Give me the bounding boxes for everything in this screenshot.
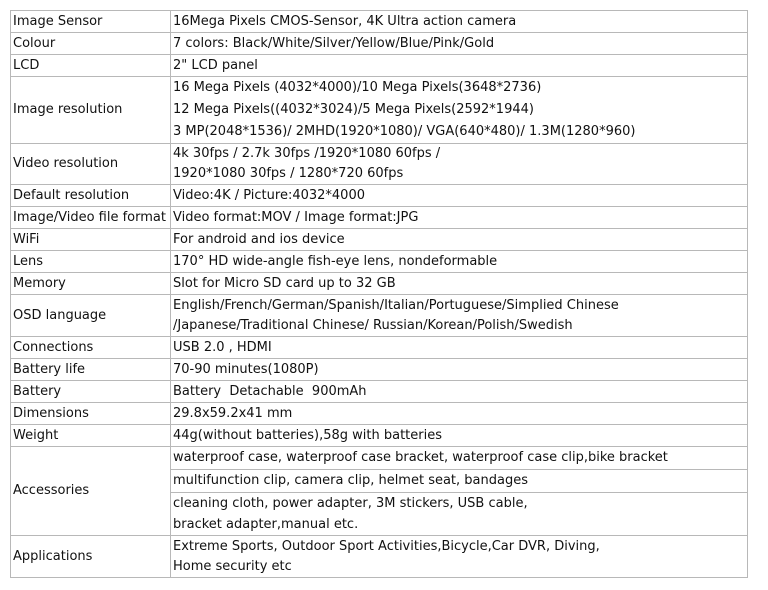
spec-label: Dimensions — [11, 403, 171, 425]
spec-value: USB 2.0 , HDMI — [171, 337, 748, 359]
spec-value: 7 colors: Black/White/Silver/Yellow/Blue/Pink/Gold — [171, 33, 748, 55]
spec-value-line: 12 Mega Pixels((4032*3024)/5 Mega Pixels(2592*1944) — [173, 102, 534, 117]
spec-label: Video resolution — [11, 144, 171, 185]
spec-value-line: bracket adapter,manual etc. — [173, 517, 359, 532]
spec-value: 70-90 minutes(1080P) — [171, 359, 748, 381]
spec-value-line: 3 MP(2048*1536)/ 2MHD(1920*1080)/ VGA(640*480)/ 1.3M(1280*960) — [173, 124, 636, 139]
spec-value: 170° HD wide-angle fish-eye lens, nondeformable — [171, 251, 748, 273]
spec-row-wifi — [11, 229, 748, 251]
spec-row-lens — [11, 251, 748, 273]
spec-value-line: 1920*1080 30fps / 1280*720 60fps — [173, 166, 404, 181]
spec-value-line: English/French/German/Spanish/Italian/Portuguese/Simplied Chinese — [173, 297, 619, 313]
spec-value: Battery Detachable 900mAh — [171, 381, 748, 403]
spec-row-osd-language — [11, 295, 748, 337]
spec-value-line: multifunction clip, camera clip, helmet seat, bandages — [171, 469, 747, 492]
spec-label: Lens — [11, 251, 171, 273]
spec-label: Applications — [11, 536, 171, 578]
spec-label: Colour — [11, 33, 171, 55]
spec-table — [10, 10, 748, 578]
spec-row-weight — [11, 425, 748, 447]
spec-label: Default resolution — [11, 185, 171, 207]
spec-label: Image resolution — [11, 77, 171, 144]
spec-row-video-resolution — [11, 144, 748, 185]
spec-value-line: Home security etc — [173, 558, 292, 574]
spec-row-lcd — [11, 55, 748, 77]
spec-row-battery-life — [11, 359, 748, 381]
spec-row-dimensions — [11, 403, 748, 425]
spec-label: Battery — [11, 381, 171, 403]
spec-value: For android and ios device — [171, 229, 748, 251]
spec-label: Weight — [11, 425, 171, 447]
spec-label: LCD — [11, 55, 171, 77]
spec-row-colour — [11, 33, 748, 55]
spec-label: Accessories — [11, 447, 171, 536]
spec-row-image-resolution — [11, 77, 748, 144]
spec-label: WiFi — [11, 229, 171, 251]
spec-label: Memory — [11, 273, 171, 295]
spec-label: Battery life — [11, 359, 171, 381]
spec-value-line: Extreme Sports, Outdoor Sport Activities,Bicycle,Car DVR, Diving, — [173, 538, 600, 554]
spec-row-applications — [11, 536, 748, 578]
spec-row-file-format — [11, 207, 748, 229]
spec-value: 16Mega Pixels CMOS-Sensor, 4K Ultra action camera — [171, 11, 748, 33]
spec-value — [171, 447, 748, 536]
spec-value: Video:4K / Picture:4032*4000 — [171, 185, 748, 207]
spec-label: OSD language — [11, 295, 171, 337]
spec-value-line: waterproof case, waterproof case bracket, waterproof case clip,bike bracket — [173, 450, 668, 465]
spec-value-line: /Japanese/Traditional Chinese/ Russian/Korean/Polish/Swedish — [173, 317, 573, 333]
spec-row-accessories — [11, 447, 748, 536]
spec-value-line: 16 Mega Pixels (4032*4000)/10 Mega Pixels(3648*2736) — [173, 80, 542, 95]
spec-label: Image Sensor — [11, 11, 171, 33]
spec-label: Image/Video file format — [11, 207, 171, 229]
spec-row-default-resolution — [11, 185, 748, 207]
spec-value — [171, 77, 748, 144]
spec-value: 29.8x59.2x41 mm — [171, 403, 748, 425]
spec-value: 2" LCD panel — [171, 55, 748, 77]
spec-row-memory — [11, 273, 748, 295]
spec-row-battery — [11, 381, 748, 403]
spec-value: Slot for Micro SD card up to 32 GB — [171, 273, 748, 295]
spec-value: Video format:MOV / Image format:JPG — [171, 207, 748, 229]
spec-row-connections — [11, 337, 748, 359]
spec-label: Connections — [11, 337, 171, 359]
spec-value — [171, 295, 748, 337]
spec-row-image-sensor — [11, 11, 748, 33]
spec-value — [171, 144, 748, 185]
spec-value: 44g(without batteries),58g with batteries — [171, 425, 748, 447]
spec-value-line: 4k 30fps / 2.7k 30fps /1920*1080 60fps / — [173, 146, 441, 161]
spec-value — [171, 536, 748, 578]
spec-value-line: cleaning cloth, power adapter, 3M stickers, USB cable, — [171, 492, 747, 515]
